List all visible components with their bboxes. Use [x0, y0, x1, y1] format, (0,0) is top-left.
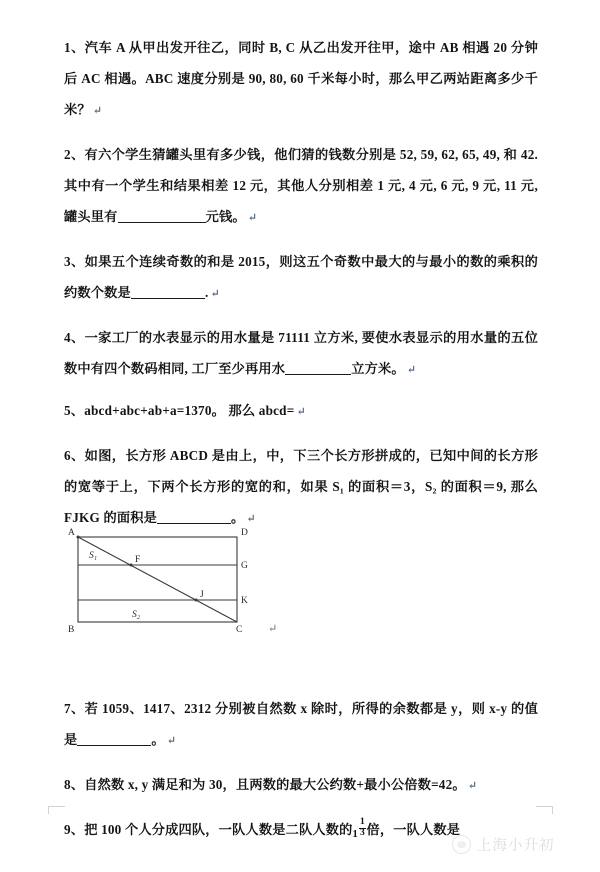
- question-6-text-after: 。: [231, 510, 245, 525]
- mixed-fraction: [353, 818, 367, 850]
- question-4-number: 4、: [64, 330, 85, 345]
- label-c: C: [236, 625, 243, 635]
- watermark: [452, 834, 555, 855]
- vertex-dot-f: [130, 564, 133, 567]
- paragraph-mark: ↵: [92, 105, 103, 117]
- question-8-number: 8、: [64, 777, 85, 792]
- label-j: J: [200, 590, 204, 600]
- crop-mark-left: [48, 806, 65, 814]
- label-a: A: [68, 528, 75, 538]
- fraction-whole: 1: [352, 829, 358, 840]
- questions-container: [64, 32, 538, 850]
- question-6: [64, 440, 538, 535]
- question-4: [64, 322, 538, 386]
- paragraph-mark: ↵: [467, 780, 478, 792]
- question-5-text: abcd+abc+ab+a=1370。 那么 abcd=: [84, 403, 295, 418]
- question-8-text: 自然数 x, y 满足和为 30，且两数的最大公约数+最小公倍数=42。: [84, 777, 466, 792]
- question-4-text-after: 立方米。: [351, 361, 405, 376]
- answer-blank[interactable]: [285, 374, 351, 375]
- question-7: [64, 693, 538, 757]
- question-5-number: 5、: [64, 403, 85, 418]
- question-6-text: 如图，长方形 ABCD 是由上，中，下三个长方形拼成的，已知中间的长方形的宽等于上，下两个长方形的宽的和，如果 S₁ 的面积＝3，S₂ 的面积＝9, 那么 FJKG 的面积是: [64, 448, 538, 525]
- question-7-text: 若 1059、1417、2312 分别被自然数 x 除时，所得的余数都是 y，则 x-y 的值是: [64, 701, 538, 747]
- question-9-number: 9、: [64, 822, 85, 837]
- label-d: D: [241, 528, 248, 538]
- question-6-number: 6、: [64, 448, 85, 463]
- label-b: B: [68, 625, 75, 635]
- watermark-text: 上海小升初: [477, 838, 555, 854]
- fraction-numerator: 1: [360, 817, 365, 827]
- question-1-number: 1、: [64, 40, 85, 55]
- figure-svg: [64, 524, 364, 644]
- answer-blank[interactable]: [131, 298, 205, 299]
- answer-blank[interactable]: [77, 745, 151, 746]
- question-2-number: 2、: [64, 147, 85, 162]
- paragraph-mark: ↵: [246, 513, 256, 525]
- answer-blank[interactable]: [118, 222, 206, 223]
- label-s1: S₁: [89, 551, 98, 561]
- question-1-text: 汽车 A 从甲出发开往乙，同时 B, C 从乙出发开往甲，途中 AB 相遇 20 分钟后 AC 相遇。ABC 速度分别是 90, 80, 60 千米每小时，那么甲乙两站距离多少千米？: [64, 40, 538, 117]
- label-s2: S₂: [132, 610, 141, 620]
- vertex-dot-a: [77, 536, 80, 539]
- question-7-text-after: 。: [151, 732, 165, 747]
- question-3: [64, 246, 538, 310]
- diagonal-ac: [78, 537, 237, 622]
- label-k: K: [241, 596, 248, 606]
- question-3-number: 3、: [64, 254, 85, 269]
- question-2-text: 有六个学生猜罐头里有多少钱，他们猜的钱数分别是 52, 59, 62, 65, 49, 和 42. 其中有一个学生和结果相差 12 元，其他人分别相差 1 元, 4 元, 6 元, 9 元, 11 元, 罐头里有: [64, 147, 538, 224]
- fraction-denominator: 3: [360, 827, 365, 838]
- question-3-text: 如果五个连续奇数的和是 2015，则这五个奇数中最大的与最小的数的乘积的约数个数是: [64, 254, 539, 300]
- paragraph-mark: ↵: [247, 212, 258, 224]
- label-g: G: [241, 561, 248, 571]
- question-3-text-after: .: [204, 285, 209, 300]
- question-1: [64, 32, 538, 127]
- question-4-text: 一家工厂的水表显示的用水量是 71111 立方米, 要使水表显示的用水量的五位数中有四个数码相同, 工厂至少再用水: [64, 330, 538, 376]
- question-5: [64, 395, 538, 428]
- question-7-number: 7、: [64, 701, 85, 716]
- question-2: [64, 139, 538, 234]
- paragraph-mark: ↵: [296, 406, 306, 418]
- question-9-text-after: 倍，一队人数是: [366, 822, 461, 837]
- paragraph-mark: ↵: [166, 735, 177, 747]
- rectangle-abcd-figure: [64, 524, 364, 644]
- paragraph-mark: ↵: [406, 364, 417, 376]
- crop-mark-right: [536, 806, 553, 814]
- question-2-text-after: 元钱。: [205, 209, 246, 224]
- vertex-dot-j: [195, 599, 198, 602]
- label-f: F: [135, 555, 141, 565]
- paragraph-mark: ↵: [210, 288, 220, 300]
- question-9-text: 把 100 个人分成四队，一队人数是二队人数的: [84, 822, 353, 837]
- wechat-account-logo-icon: [452, 835, 471, 854]
- figure-paragraph-mark: ↵: [268, 623, 278, 635]
- question-8: [64, 769, 538, 802]
